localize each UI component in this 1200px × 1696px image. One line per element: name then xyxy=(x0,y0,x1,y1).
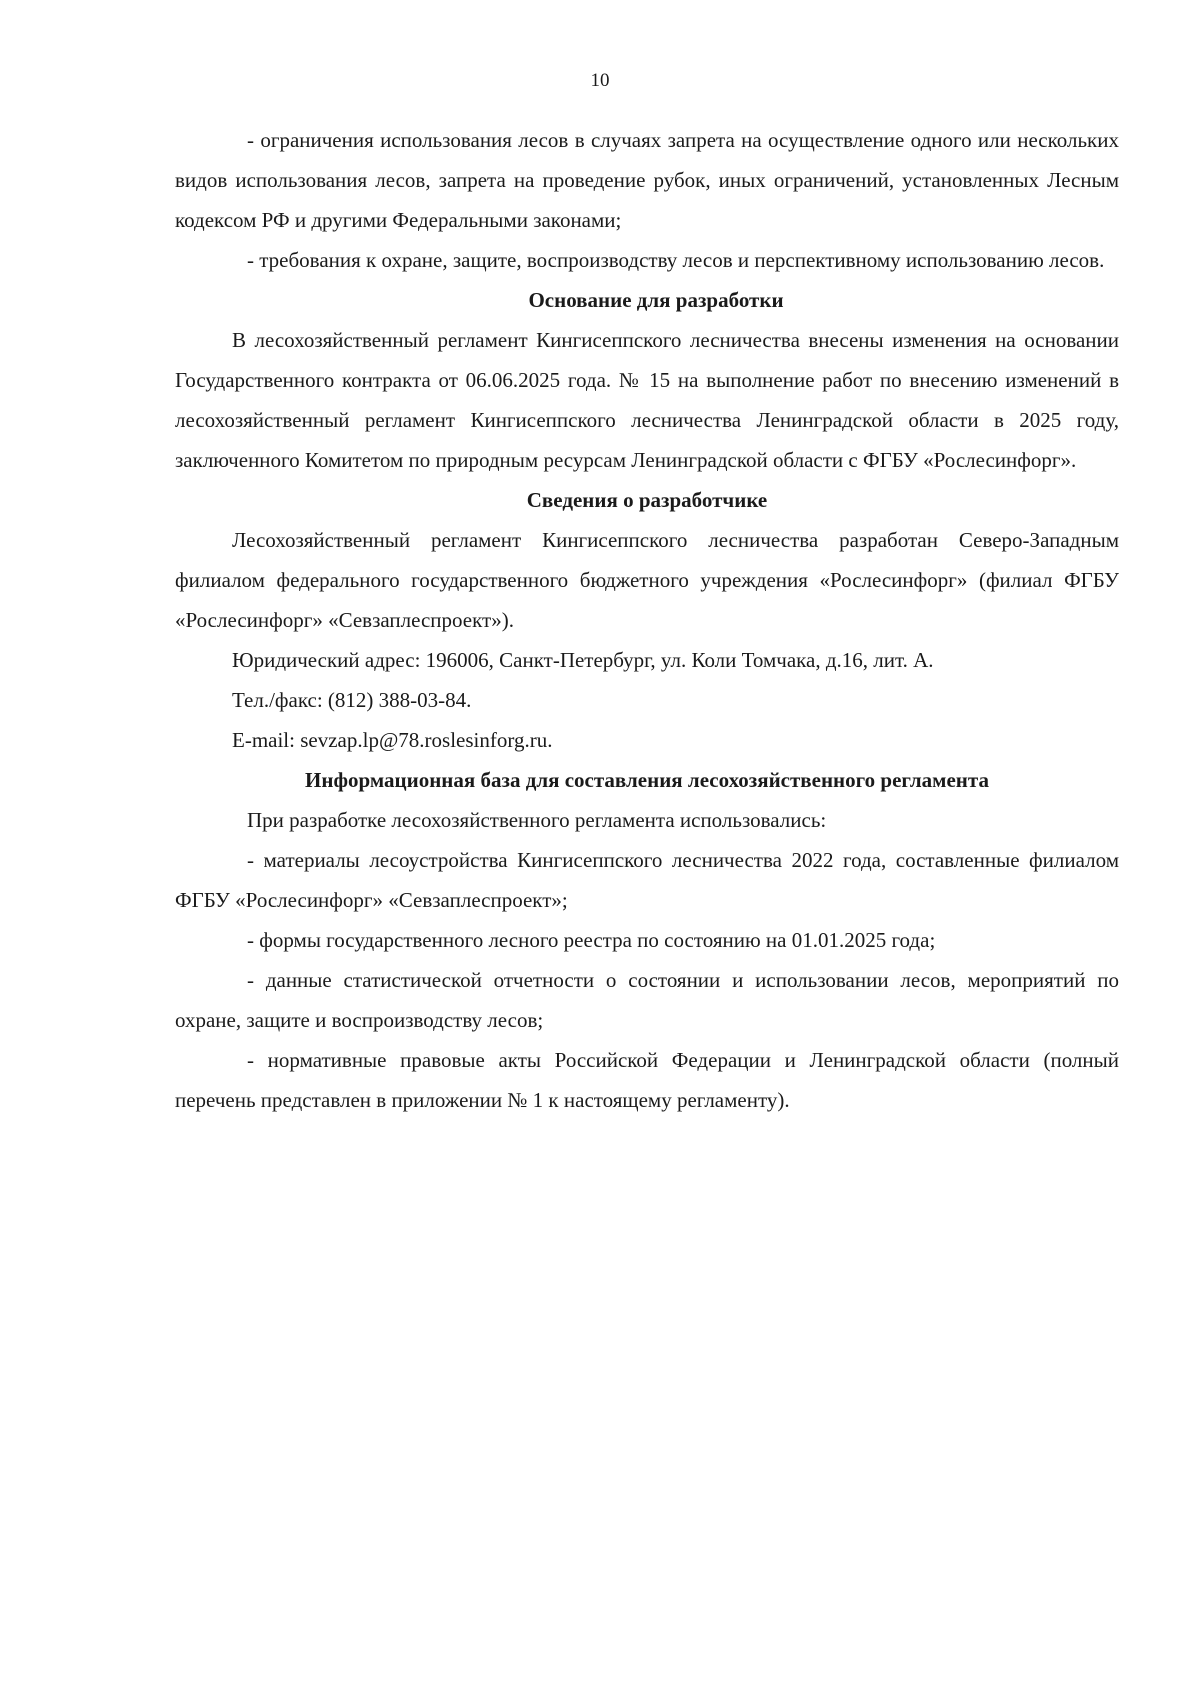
developer-address: Юридический адрес: 196006, Санкт-Петербург, ул. Коли Томчака, д.16, лит. А. xyxy=(232,648,934,672)
infobase-item: - формы государственного лесного реестра по состоянию на 01.01.2025 года; xyxy=(247,928,936,952)
infobase-intro: При разработке лесохозяйственного регламента использовались: xyxy=(247,808,827,832)
page-number: 10 xyxy=(590,70,610,91)
requirements-paragraph: - требования к охране, защите, воспроизводству лесов и перспективному использованию лесов. xyxy=(247,248,1105,272)
basis-heading: Основание для разработки xyxy=(528,288,784,312)
restriction-paragraph: - ограничения использования лесов в случаях запрета на осуществление одного или нескольких видов использования лесов, запрета на проведение рубок, иных ограничений, установленных Лесным кодексом РФ и другими Федеральными законами; xyxy=(175,128,1119,232)
developer-heading: Сведения о разработчике xyxy=(526,488,768,512)
infobase-item: - данные статистической отчетности о состоянии и использовании лесов, мероприятий по охране, защите и воспроизводству лесов; xyxy=(175,968,1119,1032)
document-body xyxy=(175,120,1119,1120)
infobase-heading: Информационная база для составления лесохозяйственного регламента xyxy=(305,768,989,792)
basis-paragraph: В лесохозяйственный регламент Кингисеппского лесничества внесены изменения на основании Государственного контракта от 06.06.2025 года. № 15 на выполнение работ по внесению изменений в лесохозяйственный регламент Кингисеппского лесничества Ленинградской области в 2025 году, заключенного Комитетом по природным ресурсам Ленинградской области с ФГБУ «Рослесинфорг». xyxy=(175,328,1119,472)
developer-email: E-mail: sevzap.lp@78.roslesinforg.ru. xyxy=(232,728,553,752)
infobase-item: - материалы лесоустройства Кингисеппского лесничества 2022 года, составленные филиалом ФГБУ «Рослесинфорг» «Севзаплеспроект»; xyxy=(175,848,1119,912)
infobase-item: - нормативные правовые акты Российской Федерации и Ленинградской области (полный перечень представлен в приложении № 1 к настоящему регламенту). xyxy=(175,1048,1119,1112)
developer-phone: Тел./факс: (812) 388-03-84. xyxy=(232,688,472,712)
developer-paragraph: Лесохозяйственный регламент Кингисеппского лесничества разработан Северо-Западным филиалом федерального государственного бюджетного учреждения «Рослесинфорг» (филиал ФГБУ «Рослесинфорг» «Севзаплеспроект»). xyxy=(175,528,1119,632)
